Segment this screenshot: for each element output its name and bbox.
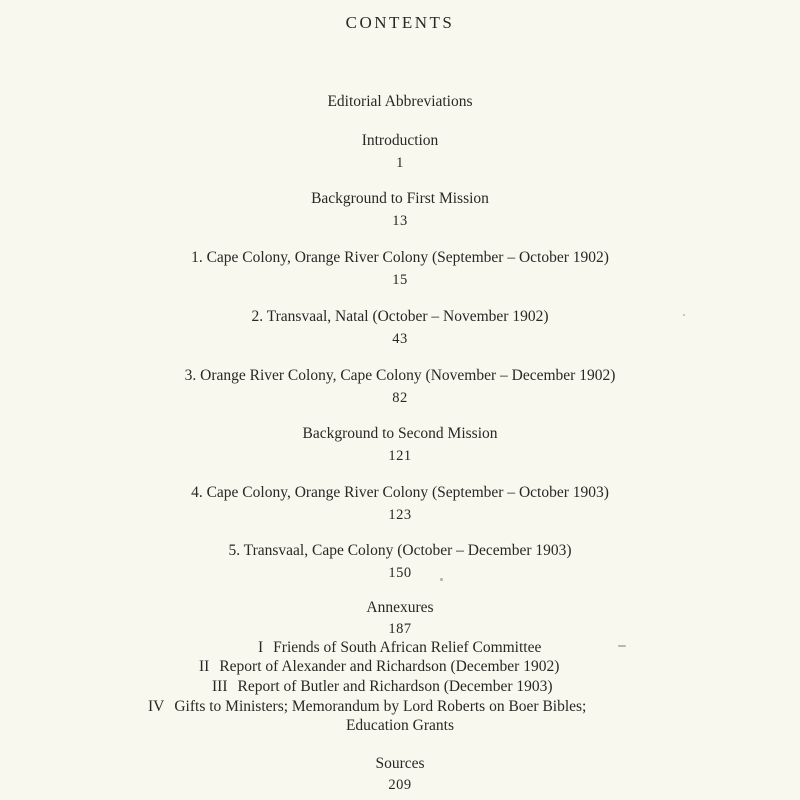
entry-chapter-4: 4. Cape Colony, Orange River Colony (September – October 1903) xyxy=(191,484,609,501)
annexure-item xyxy=(199,657,559,677)
sources-title: Sources xyxy=(375,755,425,772)
annexure-item xyxy=(148,697,586,717)
annexure-roman: I xyxy=(258,639,264,656)
entry-background-second-mission-page: 121 xyxy=(388,448,412,464)
annexures-page: 187 xyxy=(388,621,412,637)
entry-background-first-mission-page: 13 xyxy=(392,213,408,229)
entry-chapter-5: 5. Transvaal, Cape Colony (October – December 1903) xyxy=(228,542,572,559)
annexure-roman: III xyxy=(212,678,228,695)
annexure-text: Report of Alexander and Richardson (December 1902) xyxy=(219,658,560,675)
paper-speck xyxy=(683,314,685,316)
entry-chapter-2-page: 43 xyxy=(392,331,408,347)
entry-background-second-mission: Background to Second Mission xyxy=(302,425,498,442)
entry-chapter-3: 3. Orange River Colony, Cape Colony (November – December 1902) xyxy=(184,367,616,384)
annexure-text: Friends of South African Relief Committee xyxy=(273,639,542,656)
entry-chapter-5-page: 150 xyxy=(388,565,412,581)
annexure-text: Gifts to Ministers; Memorandum by Lord Roberts on Boer Bibles; xyxy=(174,698,587,715)
annexure-item xyxy=(258,638,541,658)
entry-chapter-3-page: 82 xyxy=(392,390,408,406)
entry-chapter-2: 2. Transvaal, Natal (October – November 1902) xyxy=(251,308,549,325)
entry-editorial-abbreviations: Editorial Abbreviations xyxy=(327,93,473,110)
annexure-continuation: Education Grants xyxy=(345,717,455,734)
entry-chapter-1: 1. Cape Colony, Orange River Colony (September – October 1902) xyxy=(191,249,609,266)
contents-heading: CONTENTS xyxy=(345,13,455,32)
entry-chapter-4-page: 123 xyxy=(388,507,412,523)
annexures-title: Annexures xyxy=(366,599,434,616)
entry-introduction-page: 1 xyxy=(396,155,404,171)
annexure-roman: IV xyxy=(148,698,165,715)
entry-chapter-1-page: 15 xyxy=(392,272,408,288)
annexure-item xyxy=(212,677,553,697)
annexure-roman: II xyxy=(199,658,210,675)
sources-page: 209 xyxy=(388,777,412,793)
paper-speck xyxy=(618,645,626,647)
entry-background-first-mission: Background to First Mission xyxy=(311,190,489,207)
entry-introduction: Introduction xyxy=(361,132,439,149)
annexure-text: Report of Butler and Richardson (December 1903) xyxy=(237,678,553,695)
paper-speck xyxy=(440,578,443,581)
